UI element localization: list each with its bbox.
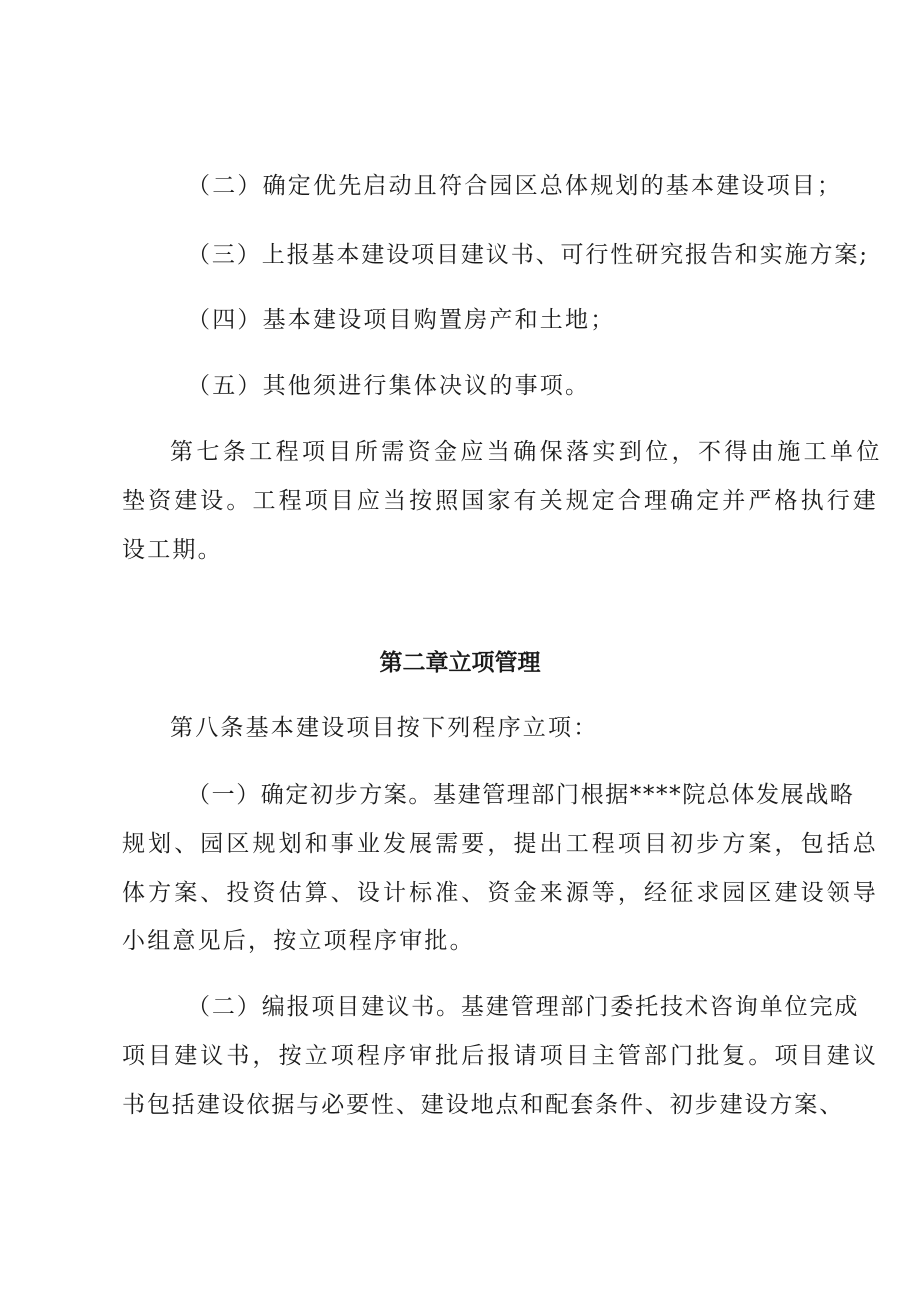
item-one-line-3: 体方案、投资估算、设计标准、资金来源等，经征求园区建设领导	[122, 880, 879, 906]
item-one-line-4: 小组意见后，按立项程序审批。	[122, 928, 475, 954]
item-two-line-3: 书包括建设依据与必要性、建设地点和配套条件、初步建设方案、	[122, 1092, 845, 1118]
item-one-line-2: 规划、园区规划和事业发展需要，提出工程项目初步方案，包括总	[122, 831, 879, 857]
article-7-line-1: 第七条工程项目所需资金应当确保落实到位，不得由施工单位	[170, 439, 883, 465]
list-item-four: （四）基本建设项目购置房产和土地；	[187, 307, 616, 333]
list-item-three: （三）上报基本建设项目建议书、可行性研究报告和实施方案;	[187, 242, 869, 268]
item-two-line-1: （二）编报项目建议书。基建管理部门委托技术咨询单位完成	[187, 994, 860, 1020]
item-two-line-2: 项目建议书，按立项程序审批后报请项目主管部门批复。项目建议	[122, 1043, 879, 1069]
article-7-line-3: 设工期。	[122, 537, 223, 563]
article-8-intro: 第八条基本建设项目按下列程序立项：	[170, 715, 599, 741]
article-7-line-2: 垫资建设。工程项目应当按照国家有关规定合理确定并严格执行建	[122, 488, 879, 514]
item-one-line-1: （一）确定初步方案。基建管理部门根据****院总体发展战略	[187, 782, 855, 808]
list-item-two: （二）确定优先启动且符合园区总体规划的基本建设项目；	[187, 173, 843, 199]
list-item-five: （五）其他须进行集体决议的事项。	[187, 373, 591, 399]
chapter-title: 第二章立项管理	[379, 650, 541, 676]
